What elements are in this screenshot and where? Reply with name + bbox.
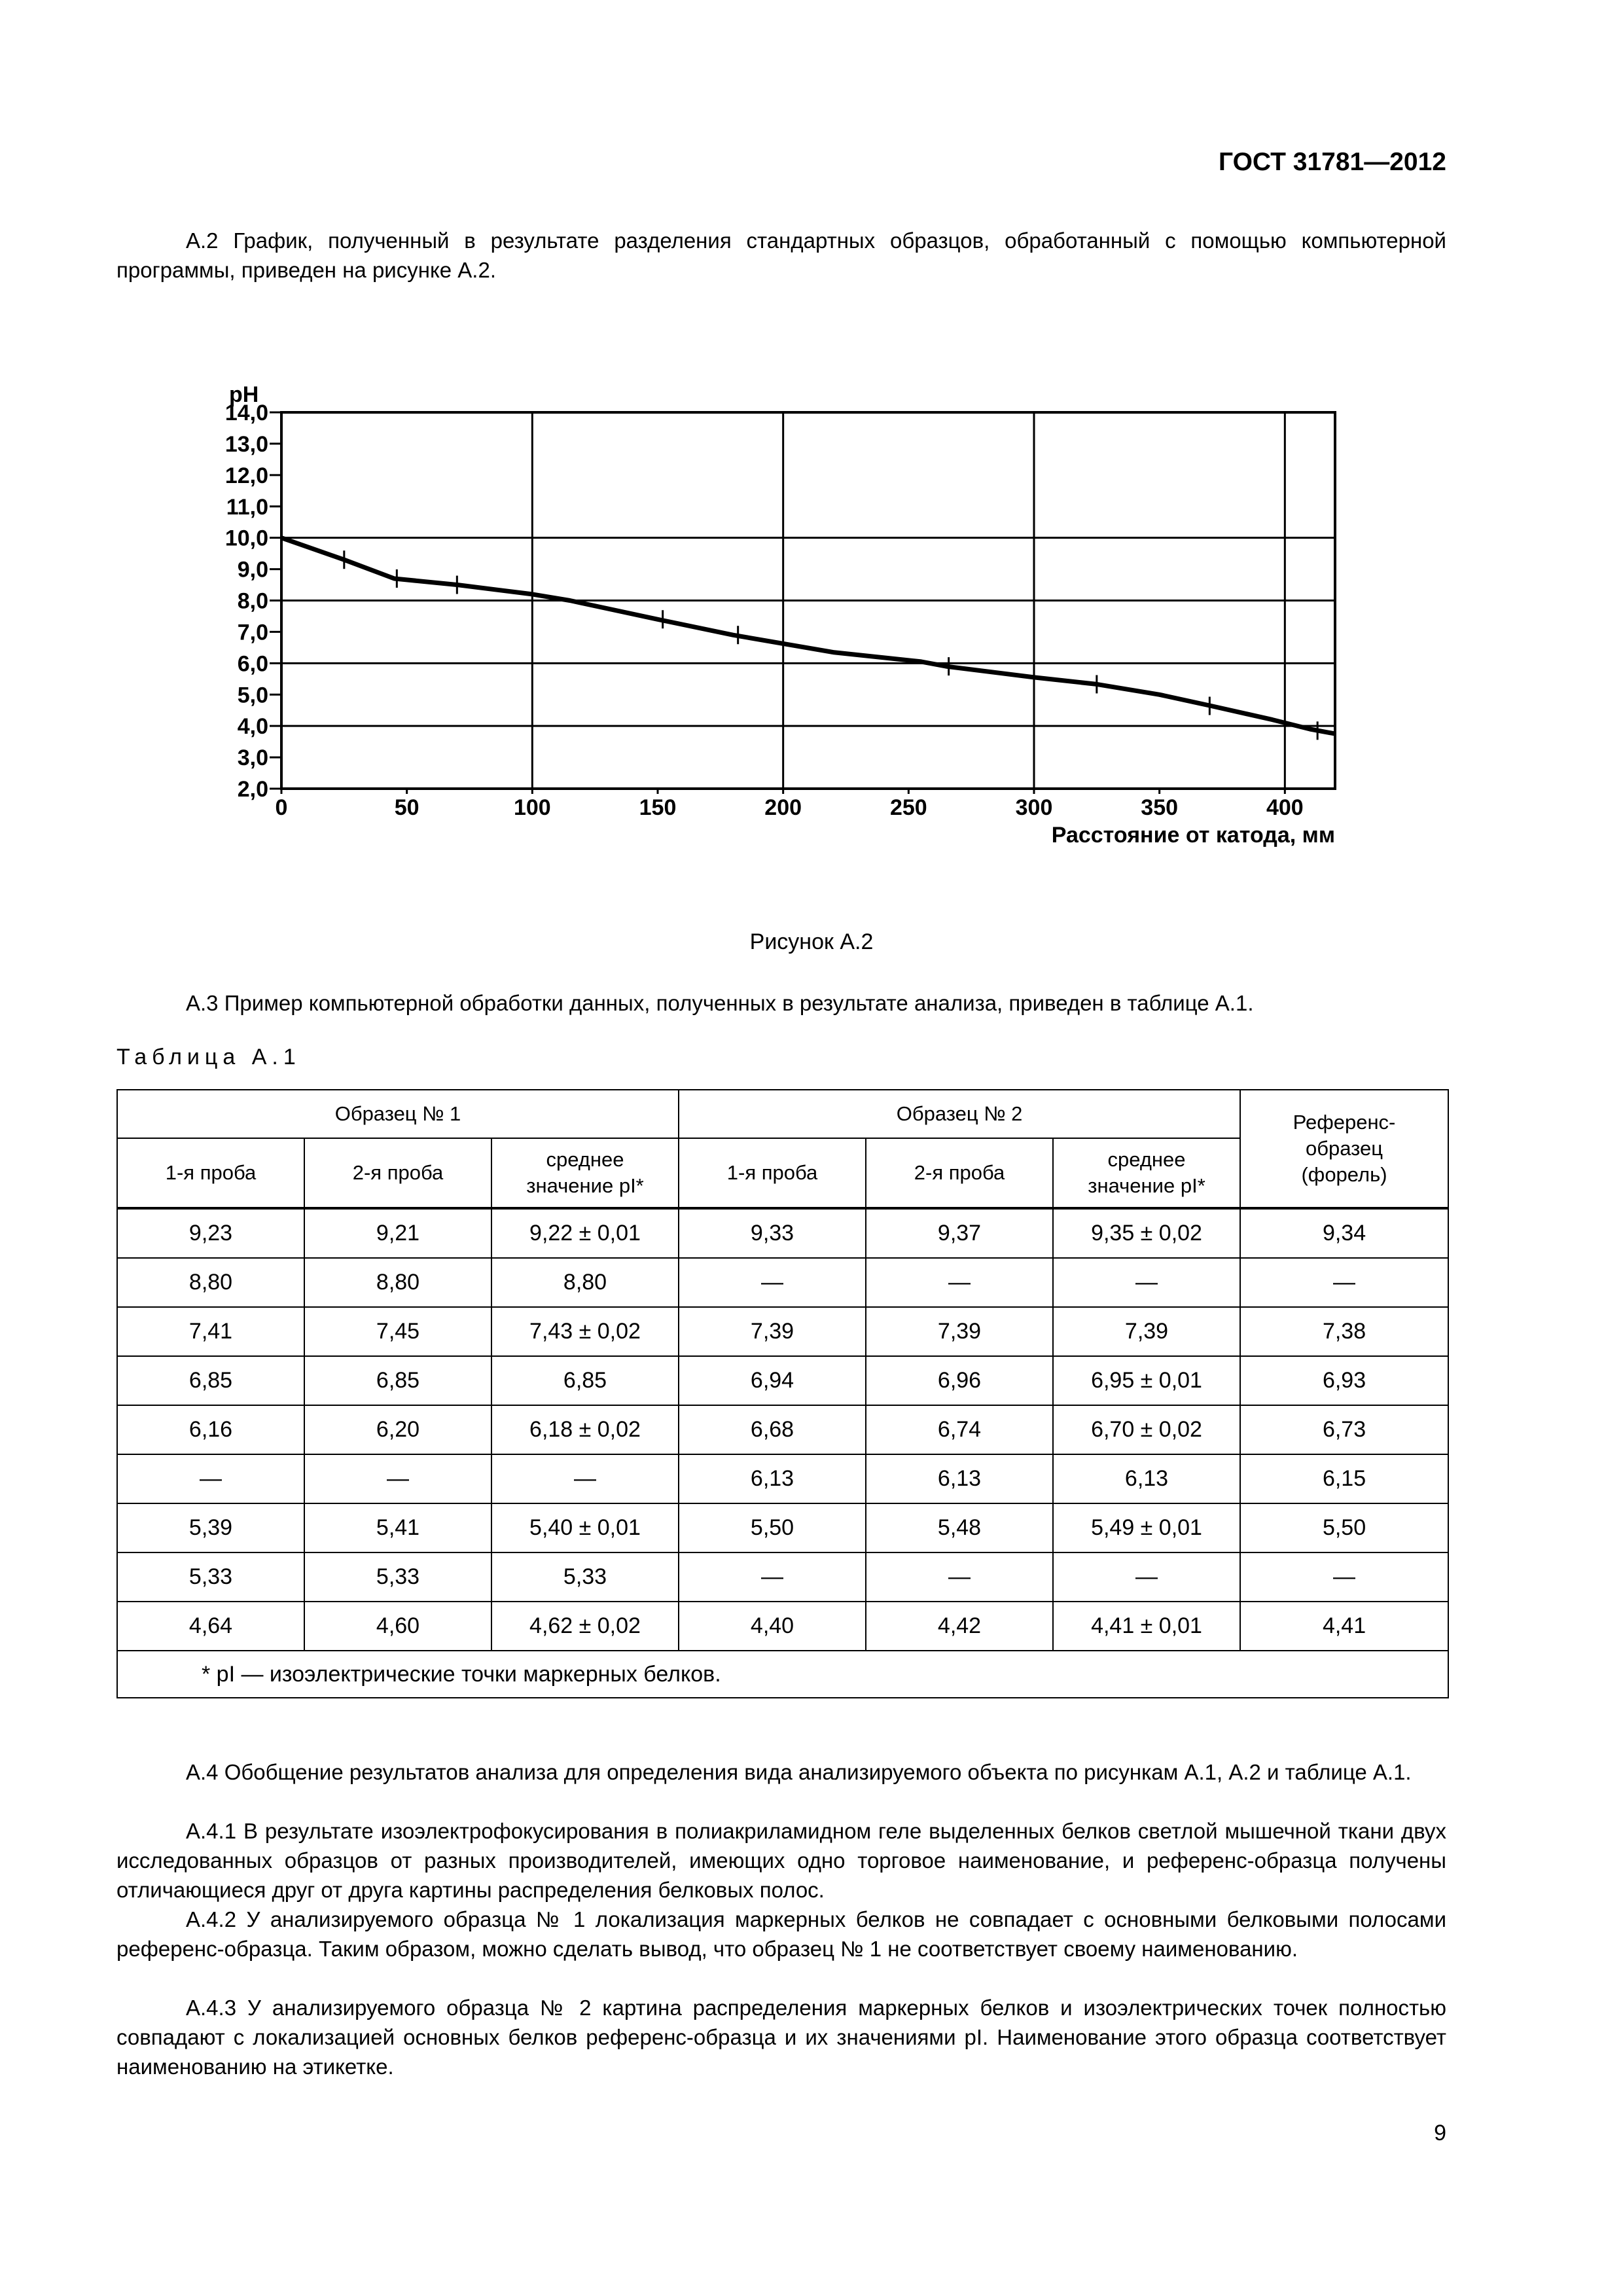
table-cell: 6,96 <box>866 1356 1053 1405</box>
reference-header: Референс-образец (форель) <box>1240 1090 1448 1208</box>
table-cell: 5,41 <box>304 1503 491 1552</box>
table-cell: — <box>1053 1552 1240 1602</box>
sub-header: 2-я проба <box>304 1138 491 1208</box>
table-cell: 4,40 <box>679 1602 866 1651</box>
table-cell: 4,64 <box>117 1602 304 1651</box>
page-number: 9 <box>1434 2121 1446 2145</box>
table-cell: 7,39 <box>679 1307 866 1356</box>
sub-header: 2-я проба <box>866 1138 1053 1208</box>
table-cell: — <box>491 1454 679 1503</box>
document-id: ГОСТ 31781—2012 <box>1219 148 1446 176</box>
paragraph-a2: А.2 График, полученный в результате разделения стандартных образцов, обработанный с помощью компьютерной программы, приведен на рисунке А.2. <box>116 228 1446 282</box>
table-cell: 9,34 <box>1240 1208 1448 1258</box>
table-cell: — <box>866 1258 1053 1307</box>
x-tick-label: 200 <box>764 795 802 820</box>
table-footnote: * pI — изоэлектрические точки маркерных белков. <box>117 1651 1448 1698</box>
table-cell: 8,80 <box>491 1258 679 1307</box>
table-cell: 7,39 <box>1053 1307 1240 1356</box>
sub-header: 1-я проба <box>679 1138 866 1208</box>
paragraph-a43: А.4.3 У анализируемого образца № 2 картина распределения маркерных белков и изоэлектрических точек полностью совпадают с локализацией основных белков референс-образца и их значениями pI. Наименование этого образца соответствует наименованию на этикетке. <box>116 1996 1446 2079</box>
table-cell: 6,68 <box>679 1405 866 1454</box>
group-header-sample-1: Образец № 1 <box>117 1090 679 1138</box>
table-title: Таблица А.1 <box>116 1045 301 1069</box>
chart-svg <box>216 367 1381 864</box>
table-row <box>117 1208 1448 1258</box>
paragraph-a3: А.3 Пример компьютерной обработки данных, полученных в результате анализа, приведен в таблице А.1. <box>186 991 1254 1015</box>
ph-gradient-chart <box>216 367 1381 864</box>
table-cell: 6,74 <box>866 1405 1053 1454</box>
table-cell: 4,41 ± 0,01 <box>1053 1602 1240 1651</box>
table-cell: 6,16 <box>117 1405 304 1454</box>
table-cell: — <box>304 1454 491 1503</box>
y-tick-label: 8,0 <box>237 588 268 614</box>
table-cell: 6,73 <box>1240 1405 1448 1454</box>
x-tick-label: 50 <box>394 795 419 820</box>
table-row <box>117 1552 1448 1602</box>
table-cell: 5,50 <box>679 1503 866 1552</box>
table-cell: 6,20 <box>304 1405 491 1454</box>
x-tick-label: 400 <box>1266 795 1304 820</box>
table-cell: 6,85 <box>304 1356 491 1405</box>
table-row <box>117 1503 1448 1552</box>
table-cell: 6,13 <box>866 1454 1053 1503</box>
table-cell: — <box>679 1258 866 1307</box>
table-cell: 8,80 <box>117 1258 304 1307</box>
table-cell: 5,33 <box>304 1552 491 1602</box>
table-cell: 7,39 <box>866 1307 1053 1356</box>
x-tick-label: 350 <box>1141 795 1179 820</box>
table-cell: 5,40 ± 0,01 <box>491 1503 679 1552</box>
table-cell: 7,43 ± 0,02 <box>491 1307 679 1356</box>
table-cell: 6,85 <box>491 1356 679 1405</box>
table-cell: 4,62 ± 0,02 <box>491 1602 679 1651</box>
y-tick-label: 9,0 <box>237 557 268 583</box>
table-cell: 7,41 <box>117 1307 304 1356</box>
table-cell: 9,22 ± 0,01 <box>491 1208 679 1258</box>
table-cell: 5,48 <box>866 1503 1053 1552</box>
y-tick-label: 13,0 <box>224 431 268 457</box>
table-cell: — <box>1240 1552 1448 1602</box>
y-tick-label: 6,0 <box>237 651 268 677</box>
table-cell: 6,85 <box>117 1356 304 1405</box>
table-cell: 9,37 <box>866 1208 1053 1258</box>
table-cell: — <box>679 1552 866 1602</box>
table-cell: — <box>1053 1258 1240 1307</box>
table-cell: 9,35 ± 0,02 <box>1053 1208 1240 1258</box>
y-tick-label: 14,0 <box>224 401 268 425</box>
figure-caption: Рисунок А.2 <box>749 929 874 954</box>
table-row <box>117 1405 1448 1454</box>
y-tick-label: 10,0 <box>224 526 268 551</box>
table-row <box>117 1307 1448 1356</box>
table-cell: 6,93 <box>1240 1356 1448 1405</box>
table-row <box>117 1454 1448 1503</box>
y-tick-label: 2,0 <box>237 777 268 802</box>
y-tick-label: 3,0 <box>237 745 268 771</box>
x-tick-label: 300 <box>1015 795 1053 820</box>
table-cell: 8,80 <box>304 1258 491 1307</box>
y-tick-label: 4,0 <box>237 714 268 740</box>
table-row <box>117 1356 1448 1405</box>
table-row <box>117 1602 1448 1651</box>
sub-header: 1-я проба <box>117 1138 304 1208</box>
table-cell: 4,42 <box>866 1602 1053 1651</box>
paragraph-a4: А.4 Обобщение результатов анализа для определения вида анализируемого объекта по рисункам А.1, А.2 и таблице А.1. <box>186 1760 1412 1784</box>
x-tick-label: 0 <box>275 795 288 820</box>
ph-curve-line <box>281 538 1335 734</box>
table-cell: 6,13 <box>679 1454 866 1503</box>
table-cell: 4,60 <box>304 1602 491 1651</box>
y-axis-label: pH <box>229 382 259 407</box>
table-cell: — <box>1240 1258 1448 1307</box>
table-cell: 6,95 ± 0,01 <box>1053 1356 1240 1405</box>
table-cell: 7,38 <box>1240 1307 1448 1356</box>
group-header-sample-2: Образец № 2 <box>679 1090 1240 1138</box>
sub-header: среднее значение pI* <box>491 1138 679 1208</box>
table-cell: — <box>866 1552 1053 1602</box>
table-cell: 5,39 <box>117 1503 304 1552</box>
table-cell: 9,21 <box>304 1208 491 1258</box>
x-tick-label: 250 <box>889 795 927 820</box>
table-cell: 5,49 ± 0,01 <box>1053 1503 1240 1552</box>
table-cell: 5,50 <box>1240 1503 1448 1552</box>
table-body <box>117 1208 1448 1651</box>
paragraph-a42: А.4.2 У анализируемого образца № 1 локализация маркерных белков не совпадает с основными белковыми полосами референс-образца. Таким образом, можно сделать вывод, что образец № 1 не соответствует своему наименованию. <box>116 1907 1446 1961</box>
x-tick-label: 100 <box>513 795 551 820</box>
table-cell: 6,70 ± 0,02 <box>1053 1405 1240 1454</box>
y-tick-label: 5,0 <box>237 683 268 708</box>
results-table <box>116 1089 1449 1698</box>
table-cell: 5,33 <box>491 1552 679 1602</box>
table-cell: 9,33 <box>679 1208 866 1258</box>
table-cell: 9,23 <box>117 1208 304 1258</box>
table-cell: 6,94 <box>679 1356 866 1405</box>
x-axis-label: Расстояние от катода, мм <box>1051 823 1335 848</box>
table-cell: — <box>117 1454 304 1503</box>
table-row <box>117 1258 1448 1307</box>
paragraph-a41: А.4.1 В результате изоэлектрофокусирования в полиакриламидном геле выделенных белков светлой мышечной ткани двух исследованных образцов от разных производителей, имеющих одно торговое наименование, и референс-образца получены отличающиеся друг от друга картины распределения белковых полос. <box>116 1819 1446 1902</box>
y-tick-label: 7,0 <box>237 620 268 645</box>
y-tick-label: 11,0 <box>226 494 268 520</box>
table-cell: 4,41 <box>1240 1602 1448 1651</box>
y-tick-label: 12,0 <box>224 463 268 488</box>
table-cell: 6,13 <box>1053 1454 1240 1503</box>
table-cell: 5,33 <box>117 1552 304 1602</box>
table-cell: 7,45 <box>304 1307 491 1356</box>
table-cell: 6,15 <box>1240 1454 1448 1503</box>
table-cell: 6,18 ± 0,02 <box>491 1405 679 1454</box>
sub-header: среднее значение pI* <box>1053 1138 1240 1208</box>
x-tick-label: 150 <box>639 795 677 820</box>
